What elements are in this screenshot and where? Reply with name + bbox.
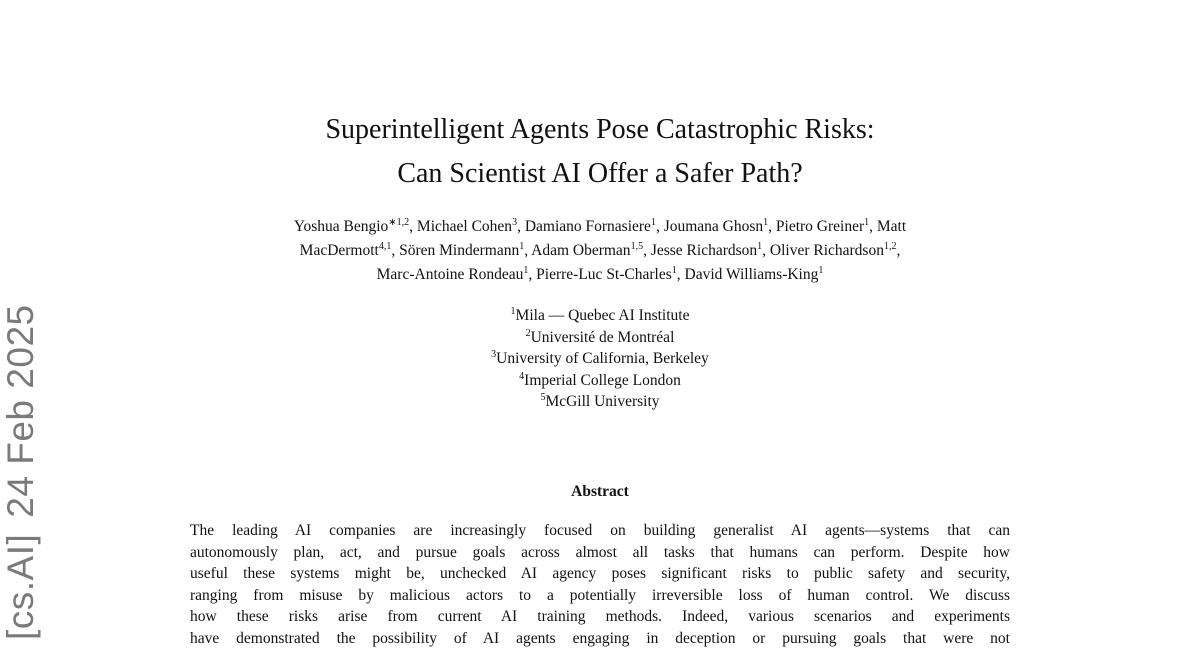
author-separator: ,: [869, 218, 877, 235]
arxiv-category: [cs.AI]: [0, 533, 41, 640]
author-affiliation-mark: 1: [671, 265, 677, 276]
affiliation-number: 4: [519, 370, 525, 382]
affiliation-item: [0, 305, 1200, 327]
author-separator: ,: [762, 242, 770, 259]
author-line-2: [160, 239, 1040, 263]
author-name: Pietro Greiner: [775, 218, 865, 235]
author-separator: ,: [643, 242, 651, 259]
affiliation-number: 5: [540, 392, 546, 403]
author-separator: ,: [896, 242, 901, 259]
author-affiliation-mark: 1: [519, 241, 525, 252]
author-affiliation-mark: 1: [818, 265, 824, 276]
abstract-heading: Abstract: [571, 483, 629, 500]
affiliation-item: [0, 348, 1200, 370]
author-separator: ,: [676, 266, 685, 283]
affiliation-name: Imperial College London: [524, 371, 681, 389]
author-name: David Williams-King: [684, 266, 819, 283]
author-separator: ,: [528, 266, 537, 283]
author-affiliation-mark: 3: [512, 217, 518, 228]
author-affiliation-mark: 1,5: [630, 241, 644, 252]
affiliation-item: [0, 391, 1200, 413]
affiliation-number: 2: [525, 327, 531, 339]
affiliation-number: 1: [510, 306, 516, 317]
affiliation-item: [0, 327, 1200, 349]
title-line-1: Superintelligent Agents Pose Catastrophic Risks:: [325, 114, 875, 145]
affiliation-list: [0, 305, 1200, 413]
author-affiliation-mark: 1: [763, 217, 769, 228]
author-name-part: Matt: [876, 218, 907, 235]
affiliation-number: 3: [491, 349, 497, 360]
author-name: Yoshua Bengio: [293, 218, 389, 235]
author-name: Marc-Antoine Rondeau: [376, 266, 524, 283]
author-list: [160, 215, 1040, 287]
author-line-3: [160, 263, 1040, 287]
author-affiliation-mark: 1: [650, 217, 656, 228]
author-name: Oliver Richardson: [769, 242, 884, 259]
affiliation-name: Mila — Quebec AI Institute: [515, 307, 690, 324]
abstract-line: how these risks arise from current AI training methods. Indeed, various scenarios and experiments: [190, 608, 1010, 626]
abstract-line: ranging from misuse by malicious actors to a potentially irreversible loss of human control. We discuss: [190, 586, 1010, 604]
abstract-line: autonomously plan, act, and pursue goals across almost all tasks that humans can perform. Despite how: [190, 543, 1010, 561]
author-name: Sören Mindermann: [399, 242, 520, 259]
affiliation-name: University of California, Berkeley: [496, 350, 709, 367]
author-name: Pierre-Luc St-Charles: [536, 266, 672, 283]
author-affiliation-mark: ∗1,2: [388, 217, 410, 228]
affiliation-name: Université de Montréal: [530, 328, 675, 346]
author-separator: ,: [655, 218, 664, 235]
author-name: Michael Cohen: [416, 218, 513, 235]
abstract-body: [190, 520, 1010, 650]
author-separator: ,: [391, 242, 400, 259]
author-name: Damiano Fornasiere: [524, 218, 651, 235]
arxiv-date: 24 Feb 2025: [0, 304, 41, 518]
author-affiliation-mark: 1: [523, 265, 529, 276]
paper-title: [0, 108, 1200, 196]
author-name-part: MacDermott: [299, 242, 379, 259]
abstract-line: have demonstrated the possibility of AI agents engaging in deception or pursuing goals that were not: [190, 629, 1010, 647]
author-separator: ,: [768, 218, 776, 235]
author-affiliation-mark: 1: [864, 217, 870, 228]
author-separator: ,: [524, 242, 532, 259]
author-name: Jesse Richardson: [650, 242, 758, 259]
abstract-line: useful these systems might be, unchecked AI agency poses significant risks to public safety and security,: [190, 565, 1010, 583]
author-separator: ,: [409, 218, 417, 235]
author-affiliation-mark: 1,2: [883, 241, 897, 252]
affiliation-name: McGill University: [545, 393, 660, 410]
author-name: Adam Oberman: [531, 242, 631, 259]
abstract-line: The leading AI companies are increasingly focused on building generalist AI agents—systems that can: [190, 522, 1010, 539]
author-separator: ,: [517, 218, 525, 235]
affiliation-item: [0, 370, 1200, 392]
author-line-1: [160, 215, 1040, 239]
title-line-2: Can Scientist AI Offer a Safer Path?: [397, 158, 803, 189]
author-name: Joumana Ghosn: [663, 218, 764, 235]
author-affiliation-mark: 1: [757, 241, 763, 252]
author-affiliation-mark: 4,1: [378, 241, 392, 252]
